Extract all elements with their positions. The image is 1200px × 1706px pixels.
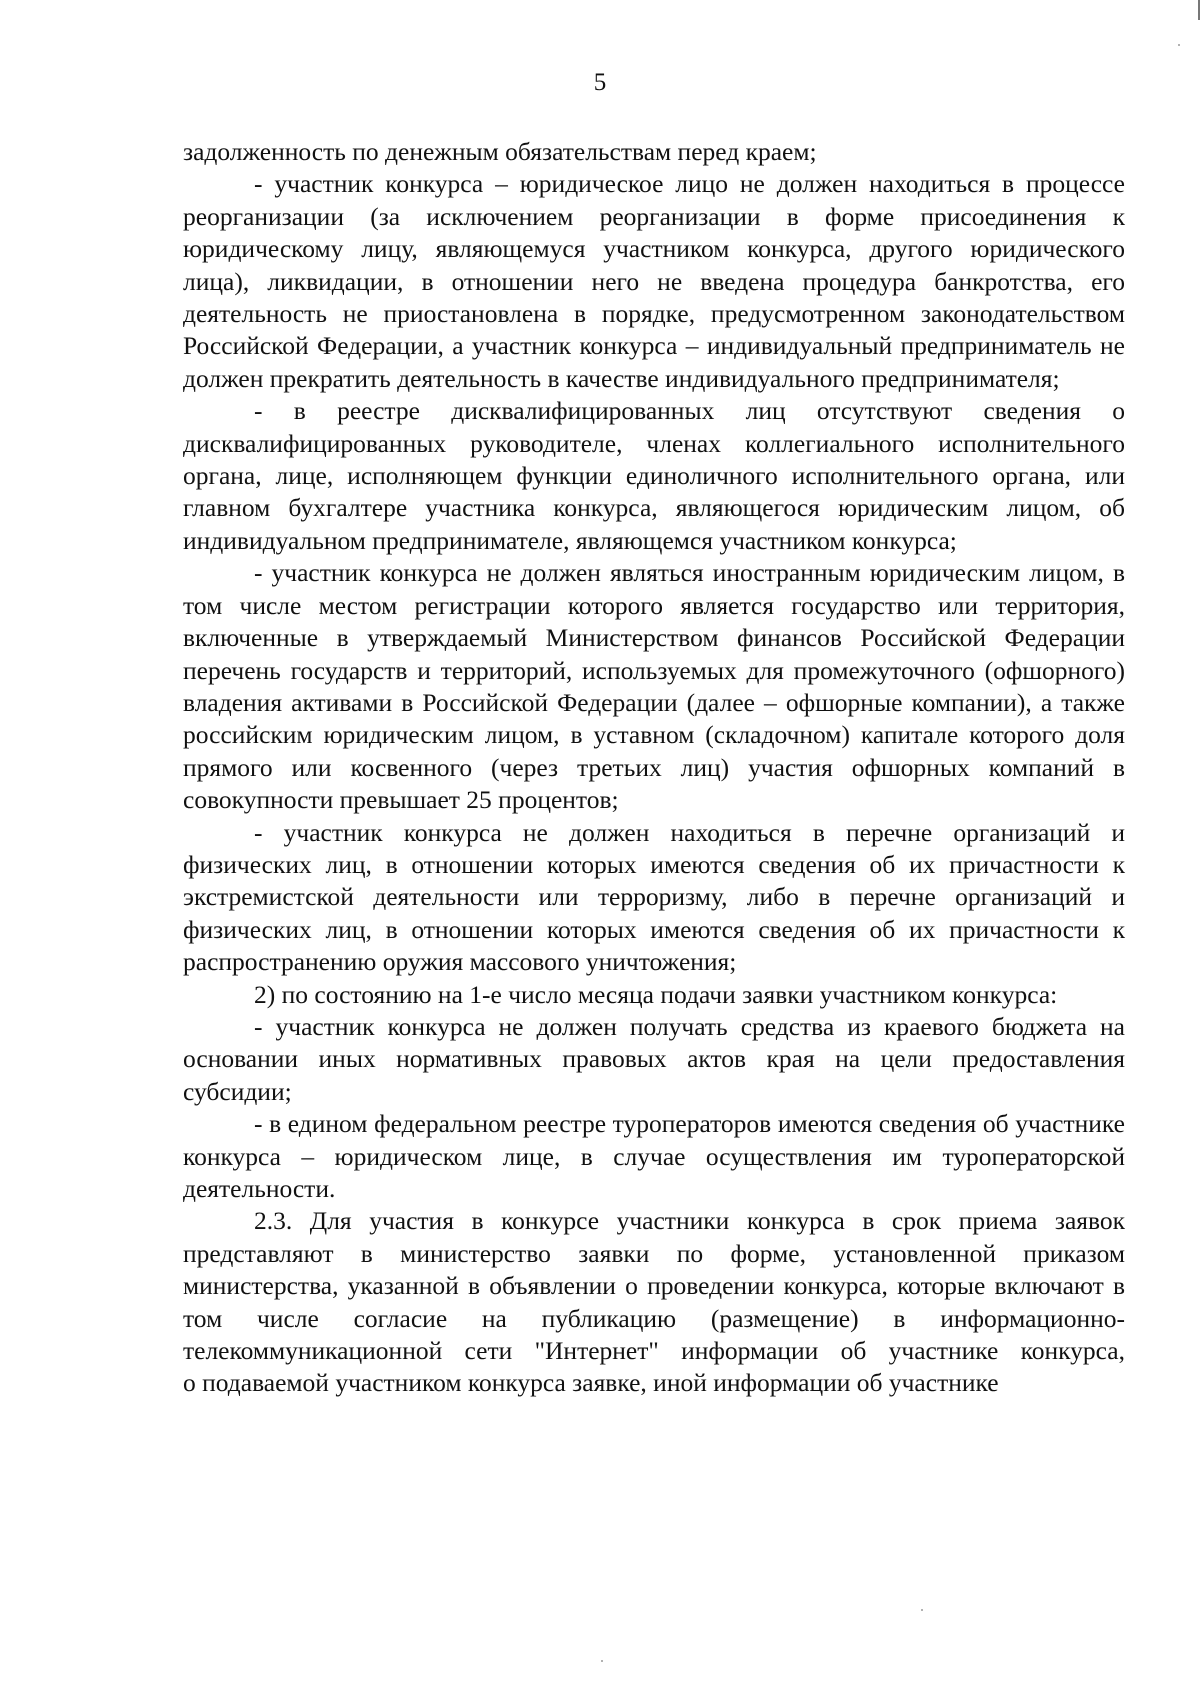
paragraph: - участник конкурса – юридическое лицо не должен находиться в процессе реорганизации (за исключением реорганизации в форме присоединения к юридическому лицу, являющемуся участником конкурса, другого юридического лица), ликвидации, в отношении него не введена процедура банкротства, его деятельность не приостановлена в порядке, предусмотренном законодательством Российской Федерации, а участник конкурса – индивидуальный предприниматель не должен прекратить деятельность в качестве индивидуального предпринимателя;	[183, 169, 1125, 393]
paragraph: - участник конкурса не должен находиться в перечне организаций и физических лиц, в отношении которых имеются сведения об их причастности к экстремистской деятельности или терроризму, либо в перечне организаций и физических лиц, в отношении которых имеются сведения об их причастности к распространению оружия массового уничтожения;	[183, 817, 1125, 977]
scan-speck	[921, 1609, 923, 1611]
paragraph: - участник конкурса не должен получать средства из краевого бюджета на основании иных нормативных правовых актов края на цели предоставления субсидии;	[183, 1011, 1125, 1106]
paragraph: 2.3. Для участия в конкурсе участники конкурса в срок приема заявок представляют в министерство заявки по форме, установленной приказом министерства, указанной в объявлении о проведении конкурса, которые включают в том числе согласие на публикацию (размещение) в информационно-телекоммуникационной сети "Интернет" информации об участнике конкурса,	[183, 1206, 1125, 1366]
paragraph: - в реестре дисквалифицированных лиц отсутствуют сведения о дисквалифицированных руководителе, членах коллегиального исполнительного органа, лице, исполняющем функции единоличного исполнительного органа, или главном бухгалтере участника конкурса, являющегося юридическим лицом, об индивидуальном предпринимателе, являющемся участником конкурса;	[183, 396, 1125, 555]
page-number: 5	[593, 69, 607, 96]
paragraph: 2) по состоянию на 1-е число месяца подачи заявки участником конкурса:	[254, 979, 1058, 1009]
paragraph: - в едином федеральном реестре туроператоров имеются сведения об участнике конкурса – юридическом лице, в случае осуществления им туроператорской деятельности.	[183, 1109, 1125, 1203]
paragraph: о подаваемой участником конкурса заявке, иной информации об участнике	[183, 1368, 999, 1398]
document-body	[183, 136, 1125, 1400]
scan-speck	[1178, 44, 1180, 46]
paragraph: задолженность по денежным обязательствам перед краем;	[183, 137, 817, 166]
paragraph: - участник конкурса не должен являться иностранным юридическим лицом, в том числе местом регистрации которого является государство или территория, включенные в утверждаемый Министерством финансов Российской Федерации перечень государств и территорий, используемых для промежуточного (офшорного) владения активами в Российской Федерации (далее – офшорные компании), а также российским юридическим лицом, в уставном (складочном) капитале которого доля прямого или косвенного (через третьих лиц) участия офшорных компаний в совокупности превышает 25 процентов;	[183, 558, 1125, 815]
scan-speck	[601, 1660, 603, 1662]
